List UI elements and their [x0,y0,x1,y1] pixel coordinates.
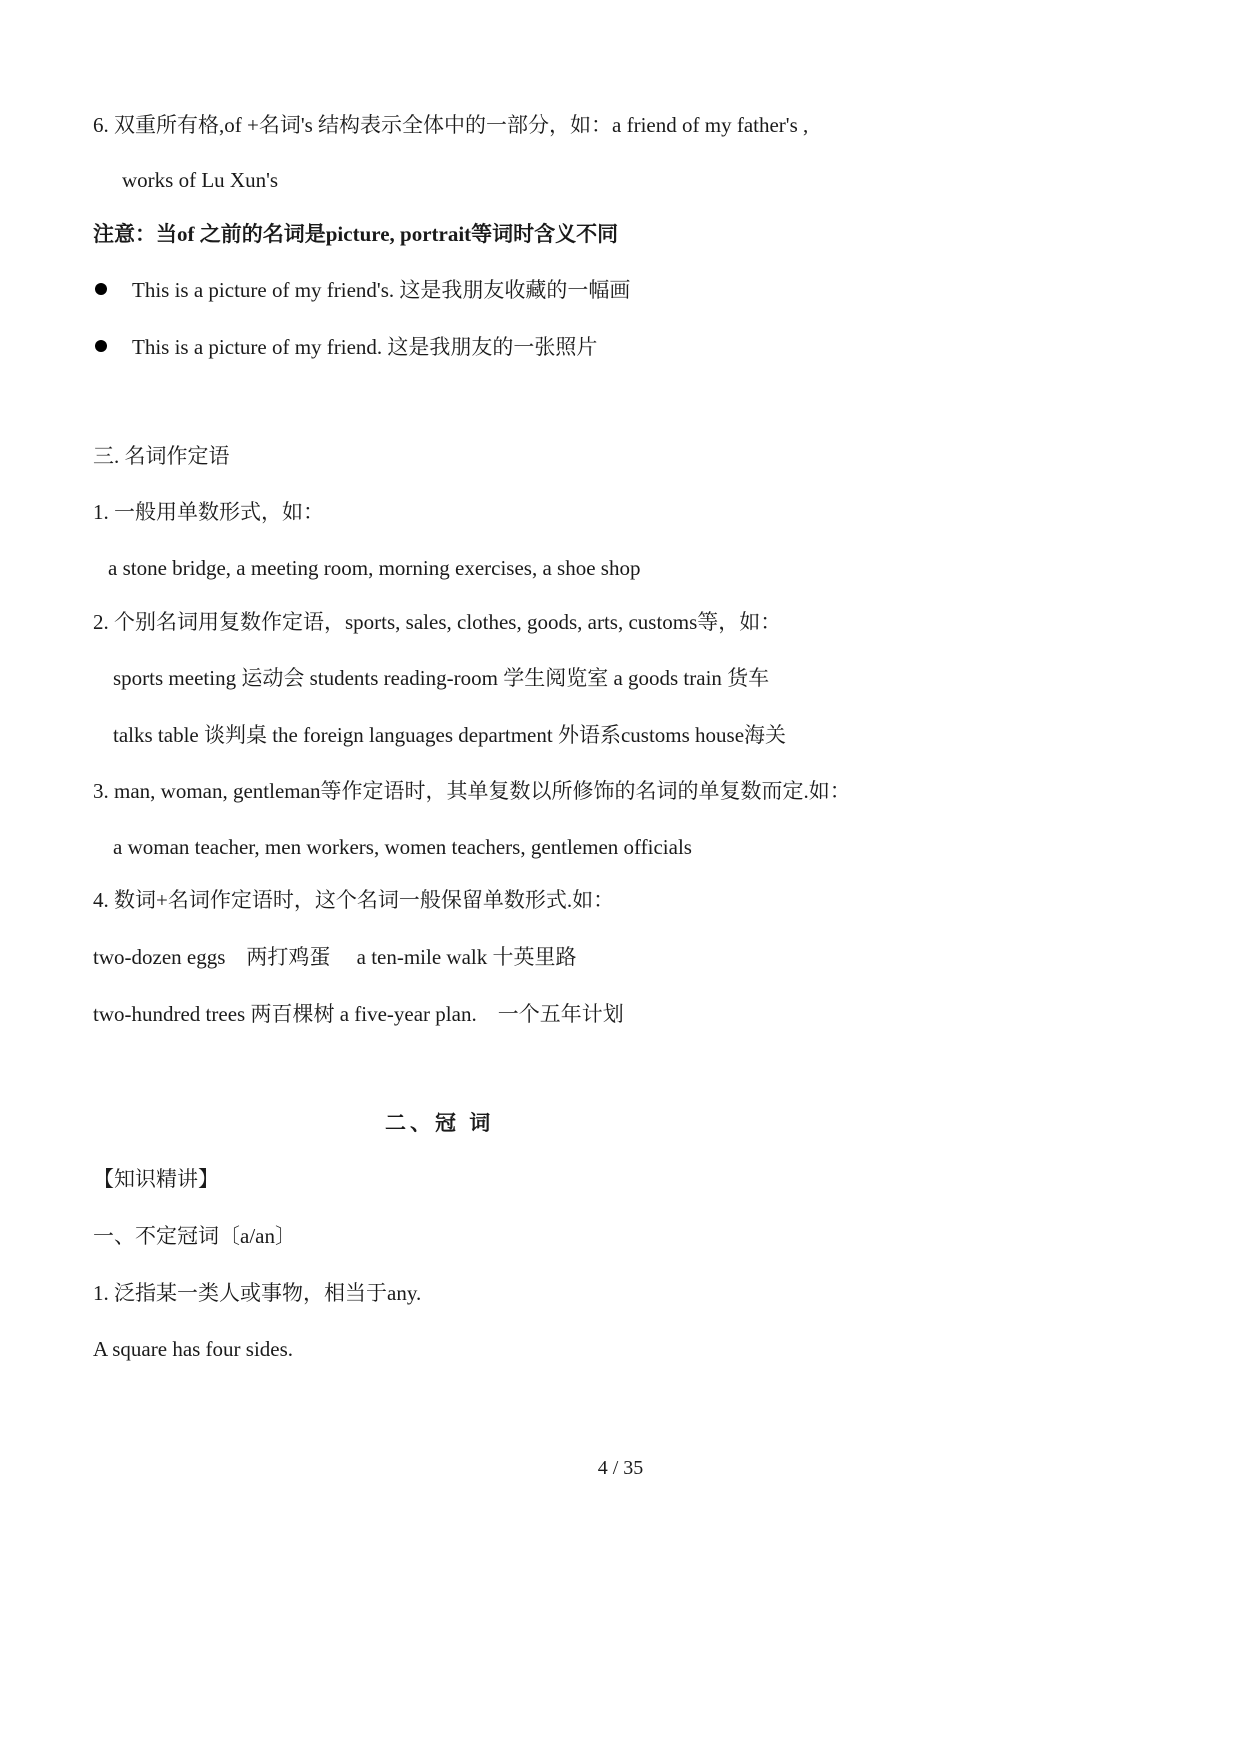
point-2-example-2: talks table 谈判桌 the foreign languages department 外语系customs house海关 [113,723,787,747]
page-number: 4 / 35 [597,1457,644,1479]
point-2-example-1: sports meeting 运动会 students reading-room 学生阅览室 a goods train 货车 [113,666,770,690]
rule-6-example: works of Lu Xun's [122,168,279,192]
bullet-icon [95,340,107,352]
point-3: 3. man, woman, gentleman等作定语时，其单复数以所修饰的名词的单复数而定.如： [93,779,851,803]
rule-6-double-genitive: 6. 双重所有格,of +名词's 结构表示全体中的一部分，如：a friend of my father's , [93,113,809,137]
bullet-example-1: This is a picture of my friend's. 这是我朋友收藏的一幅画 [132,278,631,302]
point-4: 4. 数词+名词作定语时，这个名词一般保留单数形式.如： [93,888,615,912]
indefinite-article-heading: 一、不定冠词〔a/an〕 [93,1224,296,1248]
note-heading: 注意：当of 之前的名词是picture, portrait等词时含义不同 [93,222,619,246]
point-3-example: a woman teacher, men workers, women teachers, gentlemen officials [113,835,692,859]
bullet-icon [95,283,107,295]
point-4-example-2: two-hundred trees 两百棵树 a five-year plan. 一个五年计划 [93,1002,624,1026]
knowledge-label: 【知识精讲】 [93,1167,219,1191]
section-3-heading: 三. 名词作定语 [93,444,230,468]
point-2: 2. 个别名词用复数作定语，sports, sales, clothes, goods, arts, customs等，如： [93,610,782,634]
point-4-example-1: two-dozen eggs 两打鸡蛋 a ten-mile walk 十英里路 [93,945,577,969]
point-1-example: a stone bridge, a meeting room, morning exercises, a shoe shop [108,556,641,580]
point-1: 1. 一般用单数形式，如： [93,500,324,524]
bullet-example-2: This is a picture of my friend. 这是我朋友的一张照片 [132,335,598,359]
indefinite-article-point-1: 1. 泛指某一类人或事物，相当于any. [93,1281,422,1305]
chapter-heading-articles: 二、冠 词 [385,1111,495,1135]
indefinite-article-example: A square has four sides. [93,1337,294,1361]
